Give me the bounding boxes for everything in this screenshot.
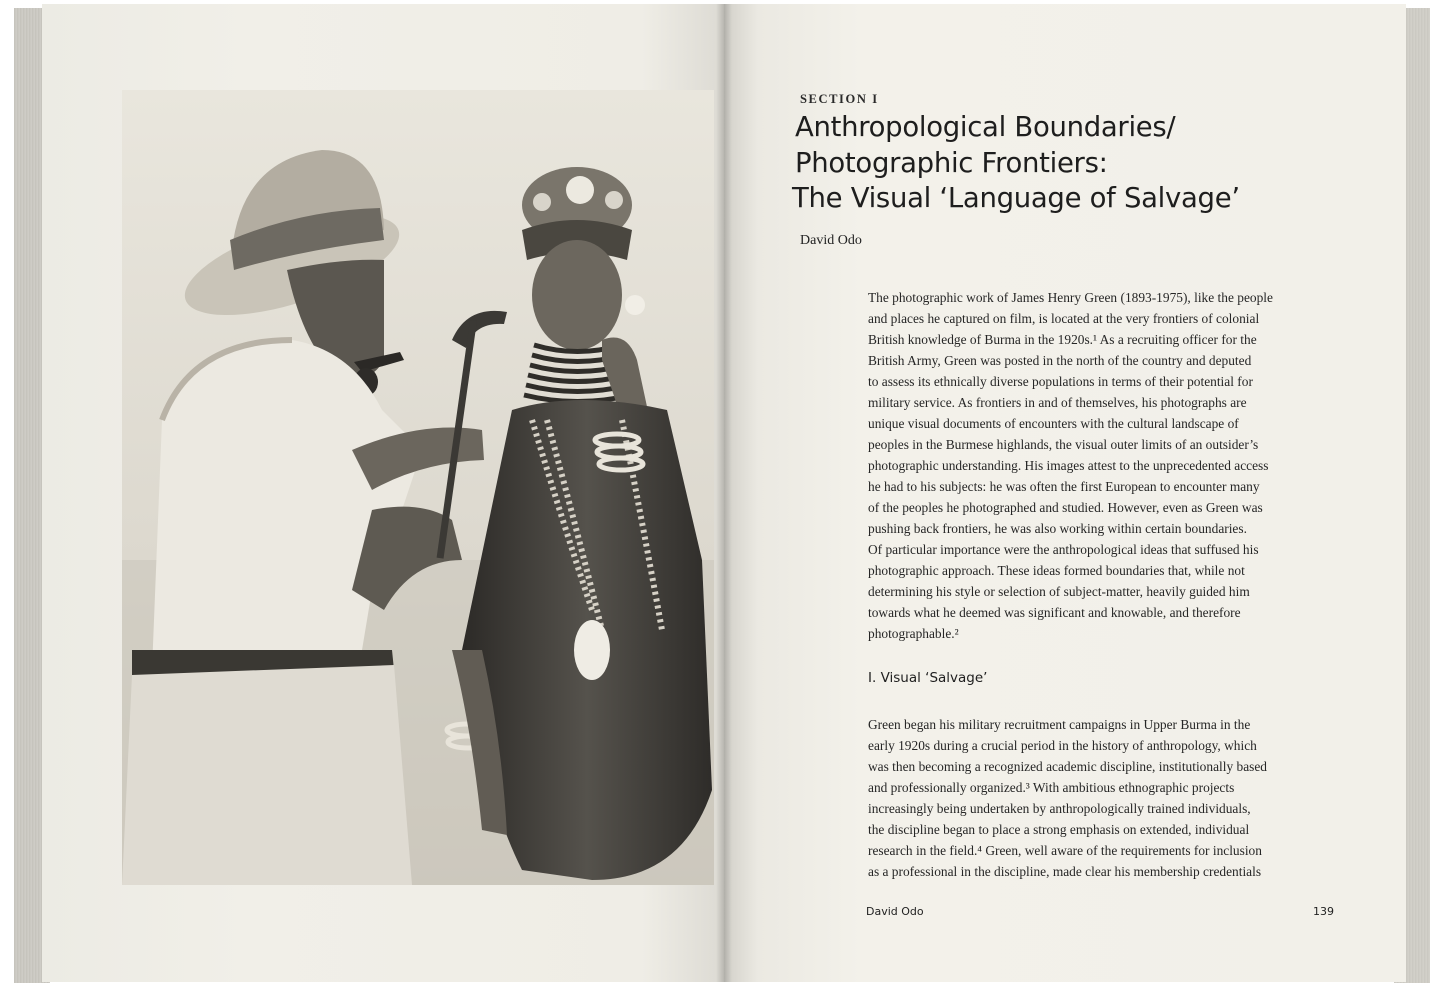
paragraph-1	[868, 287, 1338, 644]
text-line: photographic understanding. His images attest to the unprecedented access	[868, 458, 1269, 473]
text-line: Of particular importance were the anthropological ideas that suffused his	[868, 542, 1259, 557]
text-line: early 1920s during a crucial period in the history of anthropology, which	[868, 738, 1257, 753]
text-line: was then becoming a recognized academic discipline, institutionally based	[868, 759, 1267, 774]
text-line: British knowledge of Burma in the 1920s.¹ As a recruiting officer for the	[868, 332, 1257, 347]
text-line: the discipline began to place a strong emphasis on extended, individual	[868, 822, 1250, 837]
running-footer-author: David Odo	[866, 905, 924, 918]
text-line: unique visual documents of encounters with the cultural landscape of	[868, 416, 1239, 431]
text-line: British Army, Green was posted in the north of the country and deputed	[868, 353, 1252, 368]
text-line: determining his style or selection of subject-matter, heavily guided him	[868, 584, 1250, 599]
text-line: research in the field.⁴ Green, well aware of the requirements for inclusion	[868, 843, 1262, 858]
text-line: Green began his military recruitment campaigns in Upper Burma in the	[868, 717, 1251, 732]
text-line: pushing back frontiers, he was also working within certain boundaries.	[868, 521, 1247, 536]
chapter-title-line: The Visual ‘Language of Salvage’	[792, 182, 1240, 214]
text-line: military service. As frontiers in and of themselves, his photographs are	[868, 395, 1247, 410]
text-line: photographable.²	[868, 626, 959, 641]
text-line: The photographic work of James Henry Green (1893-1975), like the people	[868, 290, 1273, 305]
text-line: to assess its ethnically diverse populations in terms of their potential for	[868, 374, 1253, 389]
text-line: photographic approach. These ideas formed boundaries that, while not	[868, 563, 1245, 578]
chapter-title-line: Anthropological Boundaries/	[795, 111, 1176, 143]
paragraph-2	[868, 714, 1338, 882]
chapter-title	[792, 110, 1315, 217]
section-subheading: I. Visual ‘Salvage’	[868, 670, 988, 686]
book-gutter	[716, 4, 732, 982]
page-number: 139	[1313, 905, 1334, 918]
text-line: he had to his subjects: he was often the first European to encounter many	[868, 479, 1260, 494]
text-line: towards what he deemed was significant and knowable, and therefore	[868, 605, 1241, 620]
author-name: David Odo	[800, 233, 862, 248]
text-line: increasingly being undertaken by anthropologically trained individuals,	[868, 801, 1251, 816]
chapter-title-line: Photographic Frontiers:	[795, 146, 1108, 179]
text-line: of the peoples he photographed and studied. However, even as Green was	[868, 500, 1263, 515]
section-label: SECTION I	[800, 92, 879, 106]
text-line: as a professional in the discipline, made clear his membership credentials	[868, 864, 1262, 879]
text-line: peoples in the Burmese highlands, the visual outer limits of an outsider’s	[868, 437, 1259, 452]
text-line: and professionally organized.³ With ambitious ethnographic projects	[868, 780, 1235, 795]
photograph	[122, 90, 714, 885]
text-line: and places he captured on film, is located at the very frontiers of colonial	[868, 311, 1260, 326]
